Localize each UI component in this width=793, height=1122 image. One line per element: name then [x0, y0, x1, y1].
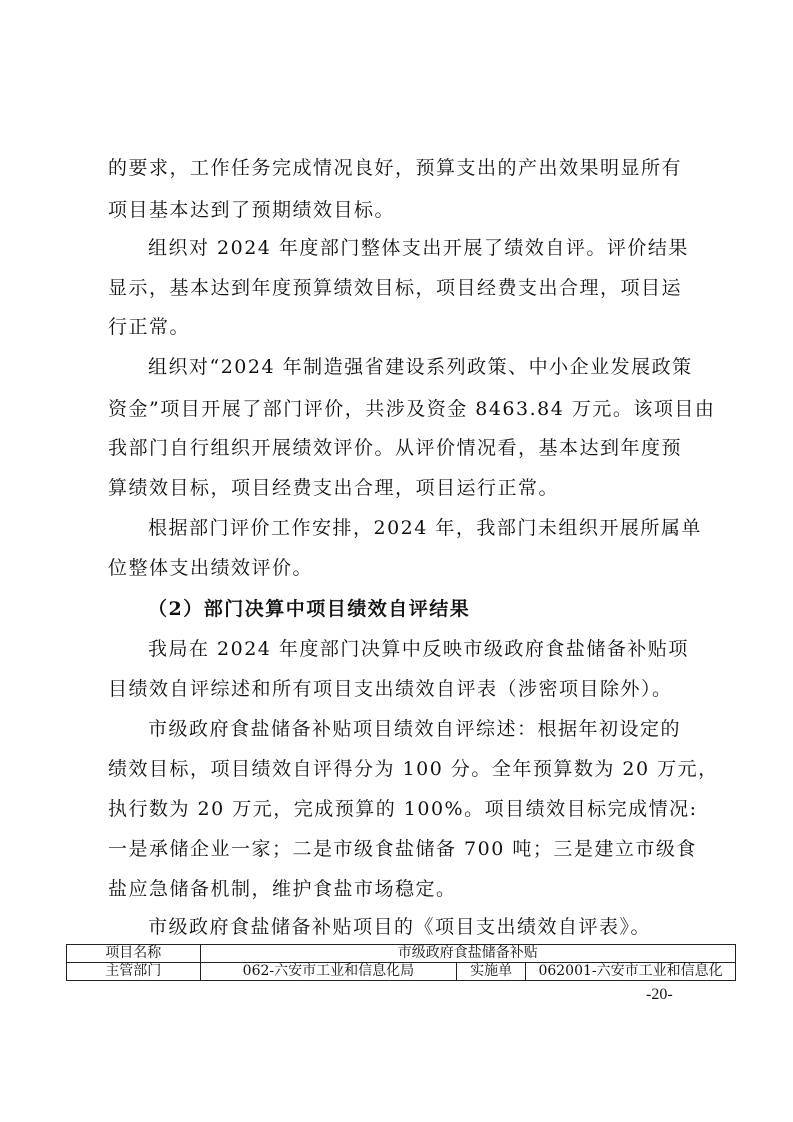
implementing-unit-value: 062001-六安市工业和信息化: [526, 963, 736, 981]
department-value: 062-六安市工业和信息化局: [200, 963, 457, 981]
project-name-value: 市级政府食盐储备补贴: [200, 945, 735, 963]
body-text-line: 我部门自行组织开展绩效评价。从评价情况看，基本达到年度预: [108, 437, 683, 459]
body-text-line: 组织对“2024 年制造强省建设系列政策、中小企业发展政策: [148, 356, 693, 378]
body-text-line: 根据部门评价工作安排，2024 年，我部门未组织开展所属单: [148, 517, 702, 539]
body-text-line: 执行数为 20 万元，完成预算的 100%。项目绩效目标完成情况:: [108, 798, 698, 820]
page-number: -20-: [646, 986, 673, 1003]
body-text-line: 我局在 2024 年度部门决算中反映市级政府食盐储备补贴项: [148, 638, 689, 660]
body-text-line: 的要求，工作任务完成情况良好，预算支出的产出效果明显所有: [108, 157, 683, 179]
table-row: [67, 963, 736, 981]
body-text-line: 目绩效自评综述和所有项目支出绩效自评表（涉密项目除外）。: [108, 678, 673, 700]
project-name-label: 项目名称: [67, 945, 201, 963]
body-text-line: 市级政府食盐储备补贴项目的《项目支出绩效自评表》。: [148, 916, 652, 938]
body-text-line: 位整体支出绩效评价。: [108, 557, 314, 579]
body-text-line: 市级政府食盐储备补贴项目绩效自评综述：根据年初设定的: [148, 718, 682, 740]
section-heading: （2）部门决算中项目绩效自评结果: [148, 598, 471, 620]
department-label: 主管部门: [67, 963, 201, 981]
body-text-line: 绩效目标，项目绩效自评得分为 100 分。全年预算数为 20 万元，: [108, 758, 719, 780]
body-text-line: 资金”项目开展了部门评价，共涉及资金 8463.84 万元。该项目由: [108, 398, 716, 420]
body-text-line: 一是承储企业一家；二是市级食盐储备 700 吨；三是建立市级食: [108, 838, 697, 860]
body-text-line: 显示，基本达到年度预算绩效目标，项目经费支出合理，项目运: [108, 277, 683, 299]
body-text-line: 行正常。: [108, 316, 191, 338]
self-evaluation-table: [66, 944, 736, 981]
body-text-line: 组织对 2024 年度部门整体支出开展了绩效自评。评价结果: [148, 237, 689, 259]
body-text-line: 项目基本达到了预期绩效目标。: [108, 199, 396, 221]
implementing-unit-label: 实施单: [457, 963, 526, 981]
body-text-line: 算绩效目标，项目经费支出合理，项目运行正常。: [108, 477, 560, 499]
table-row: [67, 945, 736, 963]
body-text-line: 盐应急储备机制，维护食盐市场稳定。: [108, 878, 457, 900]
